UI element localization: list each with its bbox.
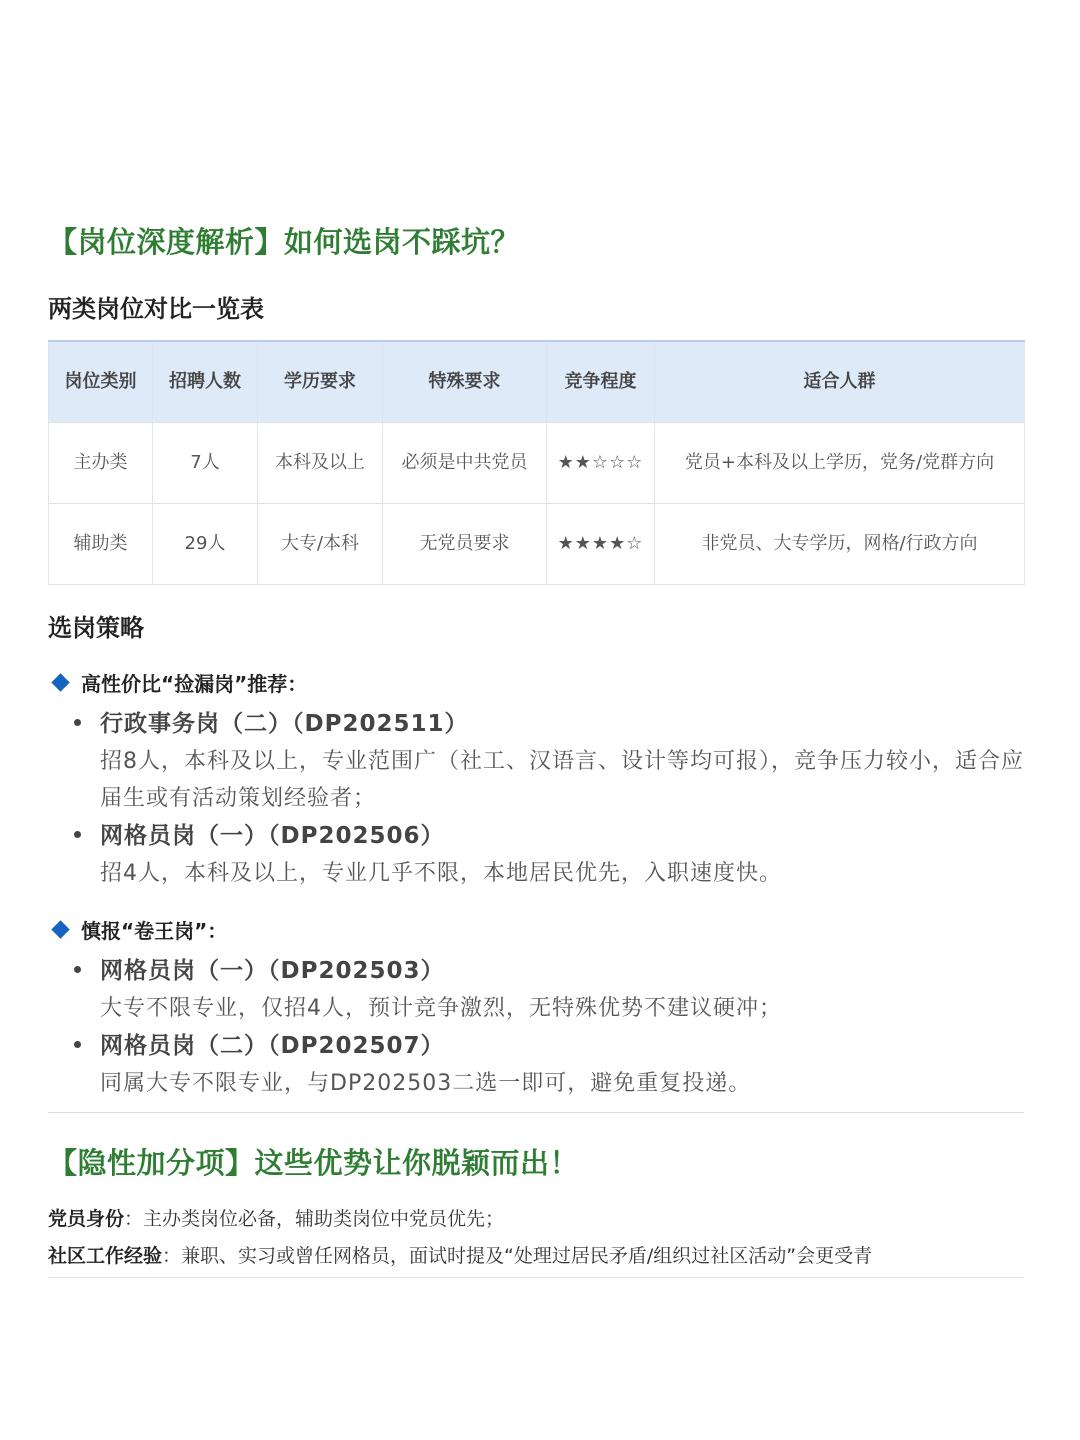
section-heading-job-analysis: 【岗位深度解析】如何选岗不踩坑？ <box>48 225 521 259</box>
cell-category: 主办类 <box>49 423 153 504</box>
bonus-text: ：兼职、实习或曾任网格员，面试时提及“处理过居民矛盾/组织过社区活动”会更受青 <box>162 1245 873 1267</box>
cell-competition-stars: ★★☆☆☆ <box>547 423 655 504</box>
post-title: 网格员岗（一）（DP202506） <box>100 823 445 849</box>
section-divider <box>48 1112 1024 1113</box>
caution-post-list <box>48 952 1024 1102</box>
table-header-row <box>49 341 1025 423</box>
bottom-divider <box>48 1277 1024 1278</box>
header-suitable-people: 适合人群 <box>655 341 1025 423</box>
table-row <box>49 423 1025 504</box>
bullet-dot-icon <box>74 1041 81 1048</box>
article <box>48 222 1024 1278</box>
list-item <box>48 952 1024 1027</box>
diamond-bullet-icon <box>51 673 69 691</box>
cell-category: 辅助类 <box>49 504 153 585</box>
caution-group-label <box>48 914 1024 944</box>
cell-suitable-people: 党员+本科及以上学历，党务/党群方向 <box>655 423 1025 504</box>
strategy-heading: 选岗策略 <box>48 614 144 642</box>
recommended-group-label <box>48 667 1024 697</box>
header-education: 学历要求 <box>258 341 383 423</box>
list-item <box>48 705 1024 817</box>
group-label-text: 高性价比“捡漏岗”推荐： <box>81 671 308 696</box>
recommended-post-list <box>48 705 1024 892</box>
header-competition: 竞争程度 <box>547 341 655 423</box>
cell-special-requirement: 必须是中共党员 <box>383 423 547 504</box>
post-description: 大专不限专业，仅招4人，预计竞争激烈，无特殊优势不建议硬冲； <box>100 996 782 1021</box>
section-heading-bonus-points: 【隐性加分项】这些优势让你脱颖而出！ <box>48 1146 580 1180</box>
bonus-item <box>48 1201 1024 1238</box>
bullet-dot-icon <box>74 719 81 726</box>
bonus-text: ：主办类岗位必备，辅助类岗位中党员优先； <box>124 1208 505 1230</box>
header-special-requirement: 特殊要求 <box>383 341 547 423</box>
cell-special-requirement: 无党员要求 <box>383 504 547 585</box>
header-headcount: 招聘人数 <box>153 341 258 423</box>
cell-competition-stars: ★★★★☆ <box>547 504 655 585</box>
cell-education: 大专/本科 <box>258 504 383 585</box>
comparison-table <box>48 340 1025 585</box>
diamond-bullet-icon <box>51 920 69 938</box>
cell-suitable-people: 非党员、大专学历，网格/行政方向 <box>655 504 1025 585</box>
header-category: 岗位类别 <box>49 341 153 423</box>
list-item <box>48 1027 1024 1102</box>
post-title: 网格员岗（一）（DP202503） <box>100 958 445 984</box>
list-item <box>48 817 1024 892</box>
cell-education: 本科及以上 <box>258 423 383 504</box>
group-label-text: 慎报“卷王岗”： <box>81 918 228 943</box>
bonus-list <box>48 1201 1024 1278</box>
bonus-label: 党员身份 <box>48 1208 125 1230</box>
table-row <box>49 504 1025 585</box>
bullet-dot-icon <box>74 966 81 973</box>
bullet-dot-icon <box>74 831 81 838</box>
post-title: 行政事务岗（二）（DP202511） <box>100 711 469 737</box>
post-title: 网格员岗（二）（DP202507） <box>100 1033 445 1059</box>
cell-headcount: 29人 <box>153 504 258 585</box>
post-description: 招4人，本科及以上，专业几乎不限，本地居民优先，入职速度快。 <box>100 861 782 886</box>
bonus-label: 社区工作经验 <box>48 1245 163 1267</box>
comparison-table-heading: 两类岗位对比一览表 <box>48 295 264 323</box>
bonus-item <box>48 1238 1024 1275</box>
post-description: 同属大专不限专业，与DP202503二选一即可，避免重复投递。 <box>100 1071 752 1096</box>
post-description: 招8人，本科及以上，专业范围广（社工、汉语言、设计等均可报），竞争压力较小，适合应届生或有活动策划经验者； <box>100 749 1025 811</box>
cell-headcount: 7人 <box>153 423 258 504</box>
